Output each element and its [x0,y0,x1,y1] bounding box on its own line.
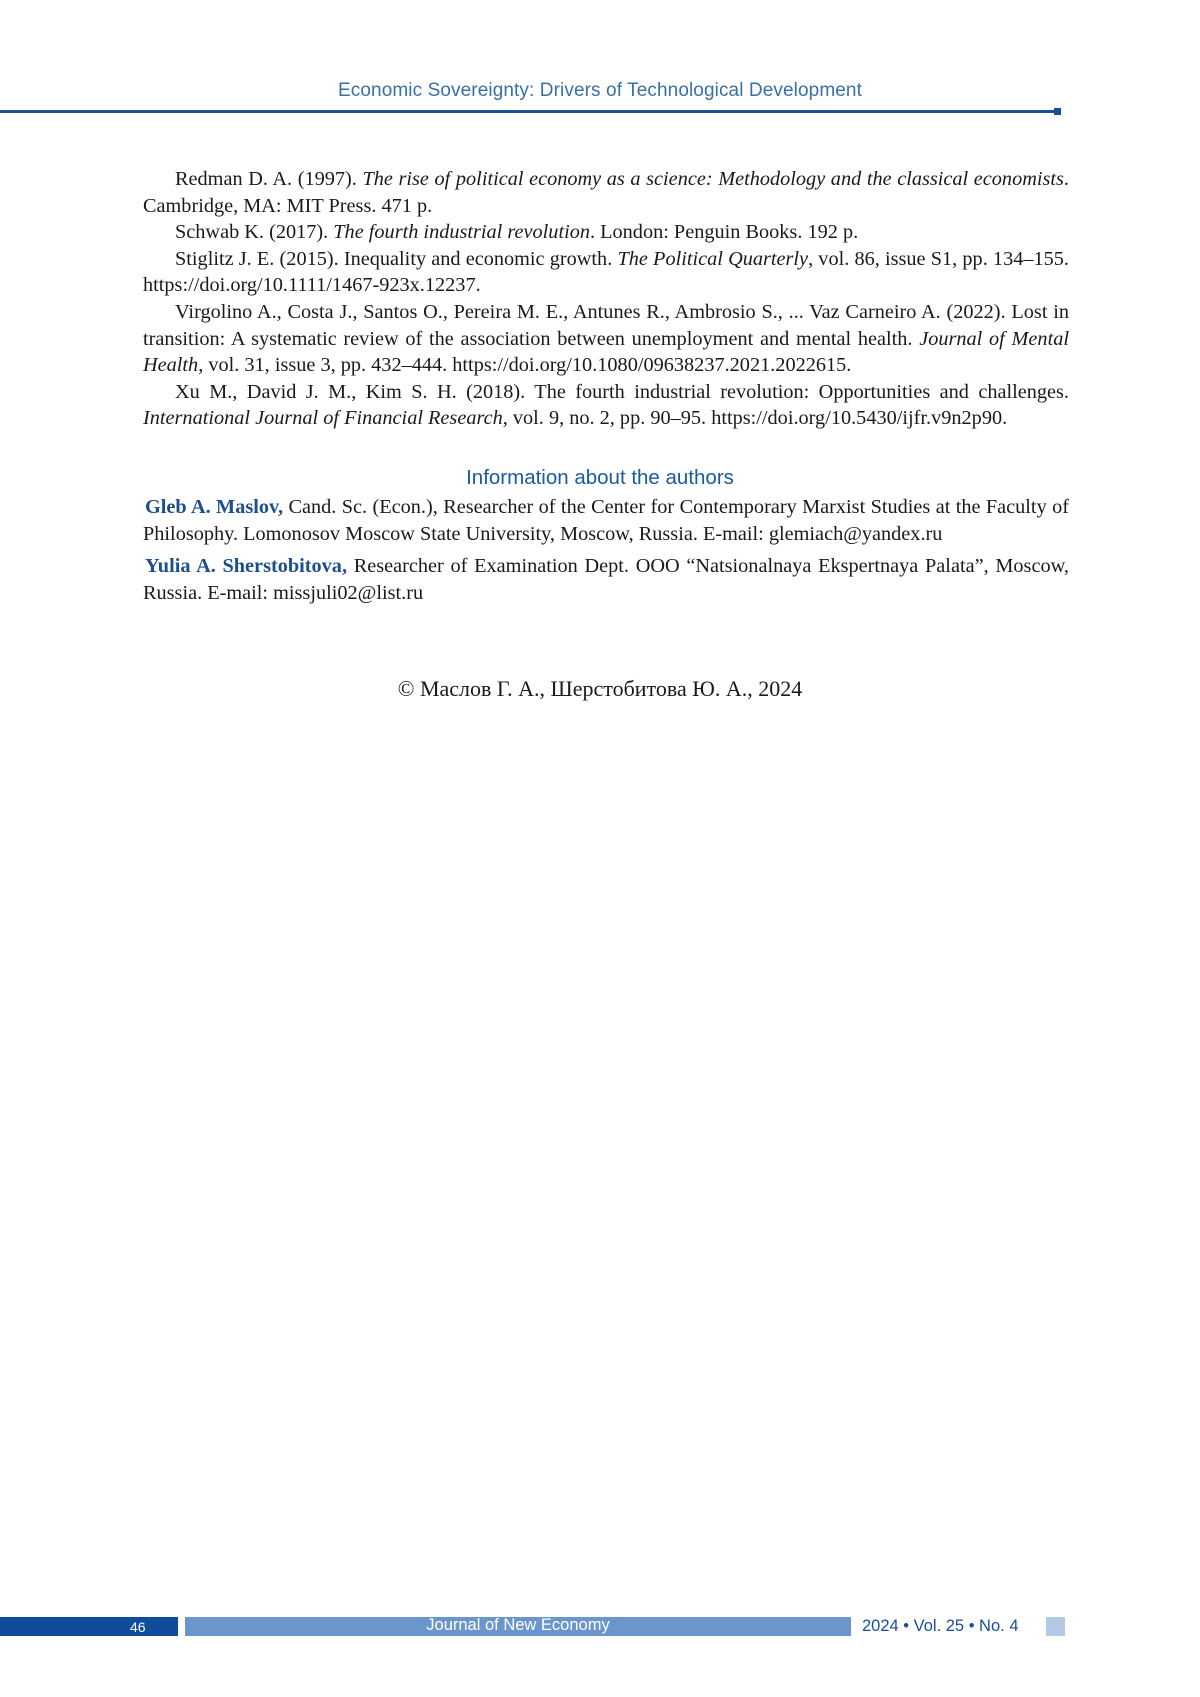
reference-text: Stiglitz J. E. (2015). Inequality and economic growth. [175,247,618,270]
running-title: Economic Sovereignty: Drivers of Technological Development [338,80,862,101]
reference-title: The rise of political economy as a science: Methodology and the classical economists [362,168,1064,190]
author-details: Cand. Sc. (Econ.), Researcher of the Center for Contemporary Marxist Studies at the Faculty of Philosophy. Lomonosov Moscow State University, Moscow, Russia. E-mail: glemiach@yandex.ru [143,496,1069,545]
footer-end-square [1046,1617,1065,1636]
authors-section-title: Information about the authors [466,466,734,489]
header-rule [0,110,1056,113]
reference-text: . Cambridge, MA: MIT Press. 471 p. [143,168,1069,217]
reference-item [143,246,1069,299]
reference-text: . London: Penguin Books. 192 p. [590,221,859,244]
authors-list [143,494,1069,612]
author-details: Researcher of Examination Dept. OOO “Natsionalnaya Ekspertnaya Palata”, Moscow, Russia. E-mail: missjuli02@list.ru [143,555,1069,604]
author-name: Yulia A. Sherstobitova, [145,555,348,578]
author-entry [143,494,1069,547]
reference-text: , vol. 86, issue S1, pp. 134–155. https://doi.org/10.1111/1467-923x.12237. [143,247,1069,297]
reference-item [143,219,1069,246]
reference-text: , vol. 31, issue 3, pp. 432–444. https://doi.org/10.1080/09638237.2021.2022615. [198,354,852,377]
reference-item [143,299,1069,379]
reference-list [143,166,1069,432]
reference-text: Xu M., David J. M., Kim S. H. (2018). The fourth industrial revolution: Opportunities and challenges. [175,380,1069,403]
issue-info: 2024 • Vol. 25 • No. 4 [862,1617,1019,1635]
page-number: 46 [130,1619,146,1635]
reference-title: Journal of Mental Health [143,327,1069,377]
copyright-notice: © Маслов Г. А., Шерстобитова Ю. А., 2024 [397,676,803,701]
journal-name: Journal of New Economy [426,1616,610,1634]
reference-text: Schwab K. (2017). [175,221,334,244]
reference-item [143,379,1069,432]
reference-title: International Journal of Financial Research [143,407,503,430]
author-name: Gleb A. Maslov, [145,496,284,518]
header-rule-end-square [1054,108,1061,115]
reference-title: The fourth industrial revolution [333,221,590,244]
reference-text: Virgolino A., Costa J., Santos O., Pereira M. E., Antunes R., Ambrosio S., ... Vaz Carneiro A. (2022). Lost in transition: A systematic review of the association between unemployment and mental health. [143,300,1069,350]
reference-text: Redman D. A. (1997). [175,168,363,190]
reference-item [143,166,1069,219]
author-entry [143,553,1069,606]
reference-title: The Political Quarterly [617,247,809,270]
reference-text: , vol. 9, no. 2, pp. 90–95. https://doi.org/10.5430/ijfr.v9n2p90. [502,407,1008,430]
